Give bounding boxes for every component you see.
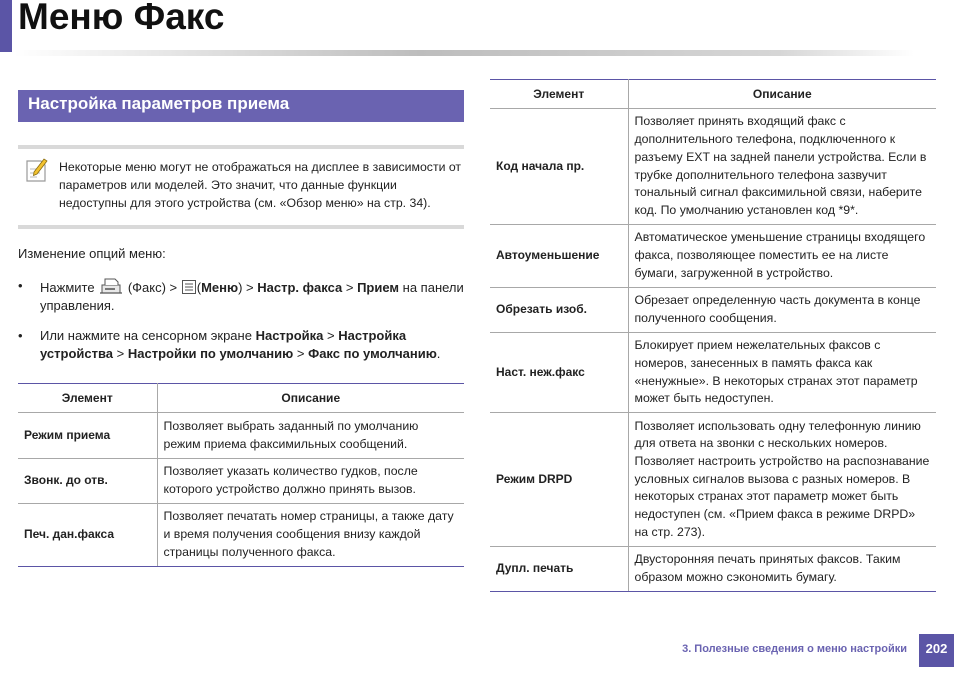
- table-row: [18, 459, 464, 504]
- option-name: Автоуменьшение: [490, 225, 628, 288]
- option-name: Код начала пр.: [490, 109, 628, 225]
- left-options-table: [18, 383, 464, 567]
- bullet-dot: •: [18, 328, 23, 343]
- path-separator: >: [296, 346, 305, 361]
- pencil-note-icon: [24, 157, 48, 183]
- path-defaults: Настройки по умолчанию: [127, 346, 294, 361]
- footer-chapter: 3. Полезные сведения о меню настройки: [682, 643, 907, 655]
- fax-setup-label: Настр. факса: [257, 280, 343, 295]
- bullet-tail: на панели управления.: [40, 280, 464, 313]
- note-box: [18, 145, 464, 229]
- option-name: Печ. дан.факса: [18, 504, 157, 567]
- column-header-element: Элемент: [490, 80, 628, 109]
- receive-label: Прием: [357, 280, 400, 295]
- title-divider: [14, 50, 914, 56]
- option-description: Двусторонняя печать принятых факсов. Таким образом можно сэкономить бумагу.: [628, 547, 936, 592]
- menu-icon: [181, 279, 197, 295]
- table-row: [490, 109, 936, 225]
- note-text: Некоторые меню могут не отображаться на дисплее в зависимости от параметров или моделей. Это значит, что данные функции недоступны для этого устройства (см. «Обзор меню» на стр. 34).: [59, 160, 462, 210]
- option-name: Наст. неж.факс: [490, 333, 628, 413]
- press-text: Нажмите: [40, 280, 95, 295]
- open-paren: (: [196, 280, 202, 295]
- option-description: Позволяет указать количество гудков, после которого устройство должно принять вызов.: [157, 459, 464, 504]
- option-description: Блокирует прием нежелательных факсов с номеров, занесенных в память факса как «ненужные». В некоторых странах этот параметр может быть недоступен.: [628, 333, 936, 413]
- column-header-description: Описание: [628, 80, 936, 109]
- table-row: [490, 288, 936, 333]
- instruction-bullet-2: [18, 327, 468, 367]
- path-separator: ) >: [238, 280, 254, 295]
- option-name: Обрезать изоб.: [490, 288, 628, 333]
- section-header: Настройка параметров приема: [18, 90, 464, 122]
- path-device-settings: Настройка устройства: [40, 328, 407, 361]
- option-description: Позволяет использовать одну телефонную линию для ответа на звонки с нескольких номеров. Позволяет настроить устройство на распознавание условных сигналов вызова с разных номеров. В некоторых странах этот параметр может быть недоступен (см. «Прием факса в режиме DRPD» на стр. 273).: [628, 413, 936, 547]
- path-separator: >: [327, 328, 335, 343]
- option-description: Позволяет выбрать заданный по умолчанию режим приема факсимильных сообщений.: [157, 413, 464, 459]
- right-options-table: [490, 79, 936, 592]
- column-header-element: Элемент: [18, 384, 157, 413]
- path-separator: >: [345, 280, 354, 295]
- table-row: [18, 504, 464, 567]
- option-name: Дупл. печать: [490, 547, 628, 592]
- option-name: Звонк. до отв.: [18, 459, 157, 504]
- fax-label: (Факс) >: [127, 280, 178, 295]
- page-title: Меню Факс: [18, 0, 225, 37]
- option-name: Режим DRPD: [490, 413, 628, 547]
- bullet-dot: •: [18, 278, 23, 293]
- option-name: Режим приема: [18, 413, 157, 459]
- option-description: Позволяет печатать номер страницы, а также дату и время получения сообщения внизу каждой страницы полученного факса.: [157, 504, 464, 567]
- column-header-description: Описание: [157, 384, 464, 413]
- title-accent-bar: [0, 0, 12, 52]
- option-description: Позволяет принять входящий факс с дополнительного телефона, подключенного к разъему EXT на задней панели устройства. Если в трубке дополнительного телефона зазвучит тональный сигнал факсимильной связи, наберите код. По умолчанию установлен код *9*.: [628, 109, 936, 225]
- intro-text: Изменение опций меню:: [18, 246, 166, 261]
- table-row: [490, 547, 936, 592]
- page-number: 202: [919, 634, 954, 667]
- path-settings: Настройка: [255, 328, 324, 343]
- path-separator: >: [116, 346, 125, 361]
- instruction-bullet-1: [18, 277, 468, 317]
- table-row: [18, 413, 464, 459]
- table-row: [490, 225, 936, 288]
- table-row: [490, 413, 936, 547]
- option-description: Обрезает определенную часть документа в конце полученного сообщения.: [628, 288, 936, 333]
- fax-icon: [98, 277, 124, 297]
- table-row: [490, 333, 936, 413]
- path-fax-default: Факс по умолчанию: [308, 346, 437, 361]
- bullet-end: .: [436, 346, 441, 361]
- menu-label: Меню: [201, 280, 239, 295]
- bullet-lead: Или нажмите на сенсорном экране: [40, 328, 252, 343]
- option-description: Автоматическое уменьшение страницы входящего факса, позволяющее поместить ее на листе бумаги, загруженной в устройство.: [628, 225, 936, 288]
